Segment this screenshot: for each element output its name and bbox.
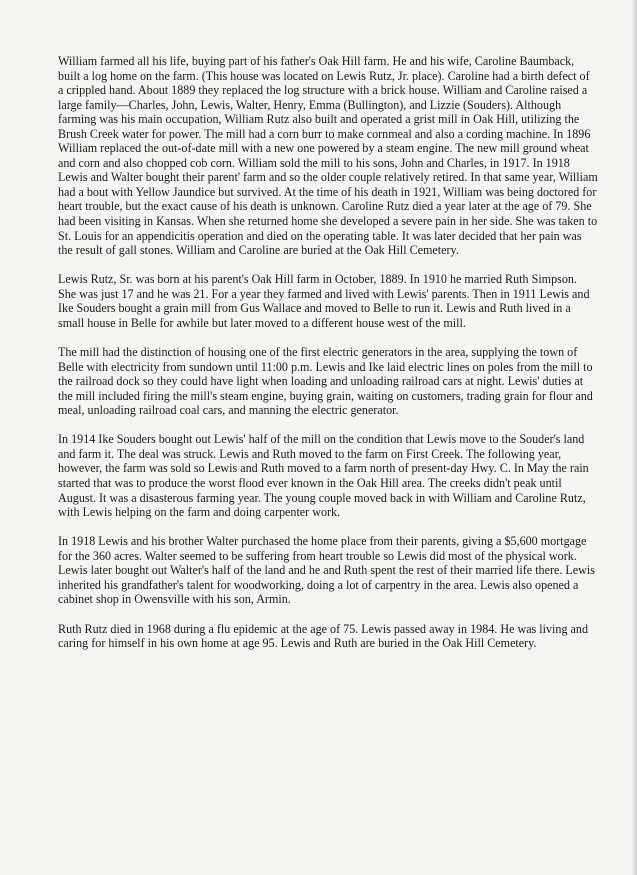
paragraph-deaths: Ruth Rutz died in 1968 during a flu epidemic at the age of 75. Lewis passed away in 1984. He was living and caring for himself in his own home at age 95. Lewis and Ruth are buried in the Oak Hill Cemetery. xyxy=(58,621,588,651)
paragraph-mill-electricity: The mill had the distinction of housing one of the first electric generators in the area, supplying the town of Belle with electricity from sundown until 11:00 p.m. Lewis and Ike laid electric lines on poles from the mill to the railroad dock so they could have light when loading and unloading railroad cars at night. Lewis' duties at the mill included firing the mill's steam engine, buying grain, waiting on customers, trading grain for flour and meal, unloading railroad coal cars, and manning the electric generator. xyxy=(58,345,593,418)
paragraph-home-place-purchase: In 1918 Lewis and his brother Walter purchased the home place from their parents, giving a $5,600 mortgage for the 360 acres. Walter seemed to be suffering from heart trouble so Lewis did most of the physical work. Lewis later bought out Walter's half of the land and he and Ruth spent the rest of their married life there. Lewis inherited his grandfather's talent for woodworking, doing a lot of carpentry in the area. Lewis also opened a cabinet shop in Owensville with his son, Armin. xyxy=(58,534,595,607)
paragraph-souders-farm: In 1914 Ike Souders bought out Lewis' half of the mill on the condition that Lewis move to the Souder's land and farm it. The deal was struck. Lewis and Ruth moved to the farm on First Creek. The following year, however, the farm was sold so Lewis and Ruth moved to a farm north of present-day Hwy. C. In May the rain started that was to produce the worst flood ever known in the Oak Hill area. The creeks didn't peak until August. It was a disasterous farming year. The young couple moved back in with William and Caroline Rutz, with Lewis helping on the farm and doing carpenter work. xyxy=(58,432,589,520)
paragraph-william-rutz: William farmed all his life, buying part of his father's Oak Hill farm. He and his wife, Caroline Baumback, built a log home on the farm. (This house was located on Lewis Rutz, Jr. place). Caroline had a birth defect of a crippled hand. About 1889 they replaced the log structure with a brick house. William and Caroline raised a large family—Charles, John, Lewis, Walter, Henry, Emma (Bullington), and Lizzie (Souders). Although farming was his main occupation, William Rutz also built and operated a grist mill in Oak Hill, utilizing the Brush Creek water for power. The mill had a corn burr to make cornmeal and also a cording machine. In 1896 William replaced the out-of-date mill with a new one powered by a steam engine. The new mill ground wheat and corn and also chopped cob corn. William sold the mill to his sons, John and Charles, in 1917. In 1918 Lewis and Walter bought their parent' farm and so the older couple relatively retired. In that same year, William had a bout with Yellow Jaundice but survived. At the time of his death in 1921, William was being doctored for heart trouble, but the exact cause of his death is unknown. Caroline Rutz died a year later at the age of 79. She had been visiting in Kansas. When she returned home she developed a severe pain in her side. She was taken to St. Louis for an appendicitis operation and died on the operating table. It was later decided that her pain was the result of gall stones. William and Caroline are buried at the Oak Hill Cemetery. xyxy=(58,54,598,258)
paragraph-lewis-rutz-birth: Lewis Rutz, Sr. was born at his parent's Oak Hill farm in October, 1889. In 1910 he married Ruth Simpson. She was just 17 and he was 21. For a year they farmed and lived with Lewis' parents. Then in 1911 Lewis and Ike Souders bought a grain mill from Gus Wallace and moved to Belle to run it. Lewis and Ruth lived in a small house in Belle for awhile but later moved to a different house west of the mill. xyxy=(58,272,590,330)
document-body xyxy=(58,54,598,665)
